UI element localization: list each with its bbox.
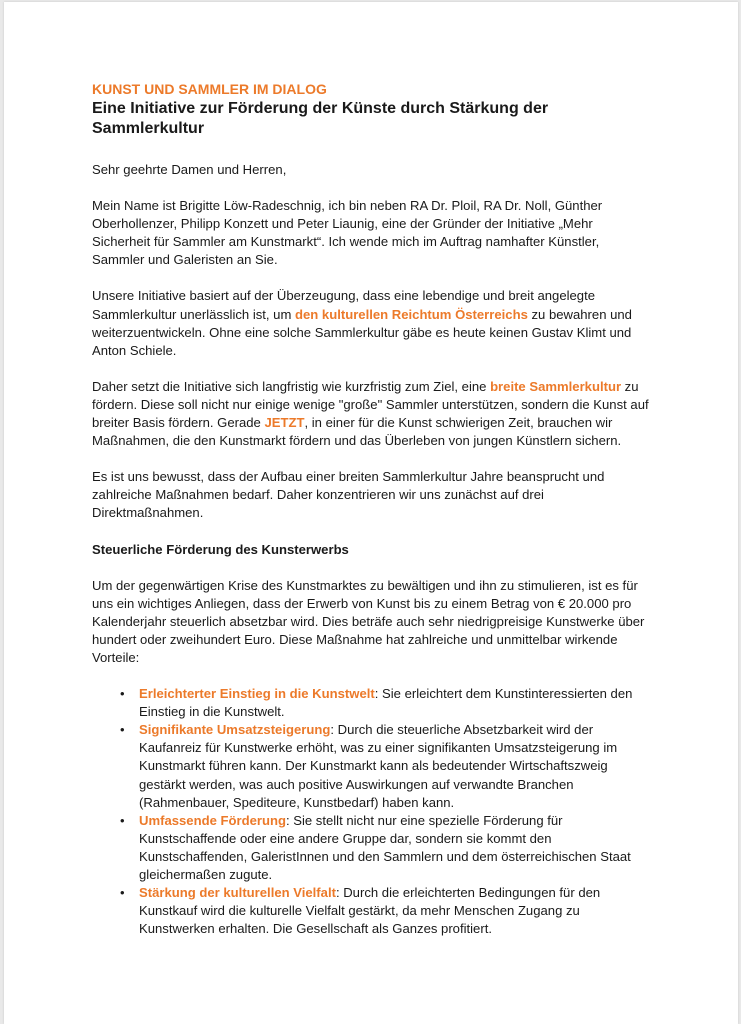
benefits-list [92,685,652,938]
list-item [120,685,652,721]
paragraph-text: zu bewahren und weiterzuentwickeln. Ohne eine solche Sammlerkultur gäbe es heute keinen Gustav Klimt und Anton Schiele. [92,306,632,358]
bullet-icon: • [120,885,125,901]
list-item-term: Umfassende Förderung [139,812,286,828]
paragraph-text: zu fördern. Diese soll nicht nur einige wenige "große" Sammler unterstützen, sondern die Kunst auf breiter Basis fördern. Gerade [92,378,649,431]
salutation: Sehr geehrte Damen und Herren, [92,162,287,177]
bullet-icon: • [120,722,125,738]
section-heading-tax: Steuerliche Förderung des Kunsterwerbs [92,541,349,557]
paragraph-text: Daher setzt die Initiative sich langfristig wie kurzfristig zum Ziel, eine [92,378,491,394]
bullet-icon: • [120,686,125,702]
paragraph-text: Unsere Initiative basiert auf der Überzeugung, dass eine lebendige und breit angelegte Sammlerkultur unerlässlich ist, um [92,288,595,322]
list-item [120,721,652,811]
document-title: KUNST UND SAMMLER IM DIALOG [92,81,327,97]
list-item-term: Erleichterter Einstieg in die Kunstwelt [139,686,375,702]
highlight-now: JETZT [264,415,305,431]
paragraph-text: , in einer für die Kunst schwierigen Zeit, brauchen wir Maßnahmen, die den Kunstmarkt fördern und das Überleben von jungen Künstlern sichern. [92,415,622,449]
paragraph-introduction: Mein Name ist Brigitte Löw-Radeschnig, ich bin neben RA Dr. Ploil, RA Dr. Noll, Günther Oberhollenzer, Philipp Konzett und Peter Liaunig, eine der Gründer der Initiative „Mehr Sicherheit für Sammler am Kunstmarkt“. Ich wende mich im Auftrag namhafter Künstler, Sammler und Galeristen an Sie. [92,198,603,268]
list-item-text: : Durch die erleichterten Bedingungen für den Kunstkauf wird die kulturelle Vielfalt gestärkt, da mehr Menschen Zugang zu Kunstwerken erhalten. Die Gesellschaft als Ganzes profitiert. [139,885,601,937]
document-page [4,2,738,1024]
list-item-term: Signifikante Umsatzsteigerung [139,722,331,738]
list-item [120,884,652,938]
list-item [120,812,652,884]
paragraph-measures: Es ist uns bewusst, dass der Aufbau einer breiten Sammlerkultur Jahre beansprucht und zahlreiche Maßnahmen bedarf. Daher konzentrieren wir uns zunächst auf drei Direktmaßnahmen. [92,469,605,521]
document-subtitle: Eine Initiative zur Förderung der Künste durch Stärkung der Sammlerkultur [92,100,549,137]
list-item-term: Stärkung der kulturellen Vielfalt [139,885,336,901]
paragraph-initiative [92,287,652,359]
document-body [92,80,652,938]
list-item-text: : Durch die steuerliche Absetzbarkeit wird der Kaufanreiz für Kunstwerke erhöht, was zu einer signifikanten Umsatzsteigerung im Kunstmarkt führen kann. Der Kunstmarkt kann als bedeutender Wirtschaftszweig gestärkt werden, was auch positive Auswirkungen auf verwandte Branchen (Rahmenbauer, Spediteure, Kunstbedarf) haben kann. [139,722,618,810]
highlight-cultural-wealth: den kulturellen Reichtum Österreichs [295,306,528,322]
highlight-collector-culture: breite Sammlerkultur [490,378,622,394]
paragraph-goals [92,378,652,450]
bullet-icon: • [120,812,125,828]
paragraph-tax: Um der gegenwärtigen Krise des Kunstmarktes zu bewältigen und ihn zu stimulieren, ist es für uns ein wichtiges Anliegen, dass der Erwerb von Kunst bis zu einem Betrag von € 20.000 pro Kalenderjahr steuerlich absetzbar wird. Dies beträfe auch sehr niedrigpreisige Kunstwerke über hundert oder zweihundert Euro. Diese Maßnahme hat zahlreiche und unmittelbar wirkende Vorteile: [92,577,645,665]
list-item-text: : Sie erleichtert dem Kunstinteressierten den Einstieg in die Kunstwelt. [139,686,633,720]
list-item-text: : Sie stellt nicht nur eine spezielle Förderung für Kunstschaffende oder eine andere Gruppe dar, sondern sie kommt den Kunstschaffenden, GaleristInnen und den Sammlern und dem österreichischen Staat gleichermaßen zugute. [139,812,631,882]
